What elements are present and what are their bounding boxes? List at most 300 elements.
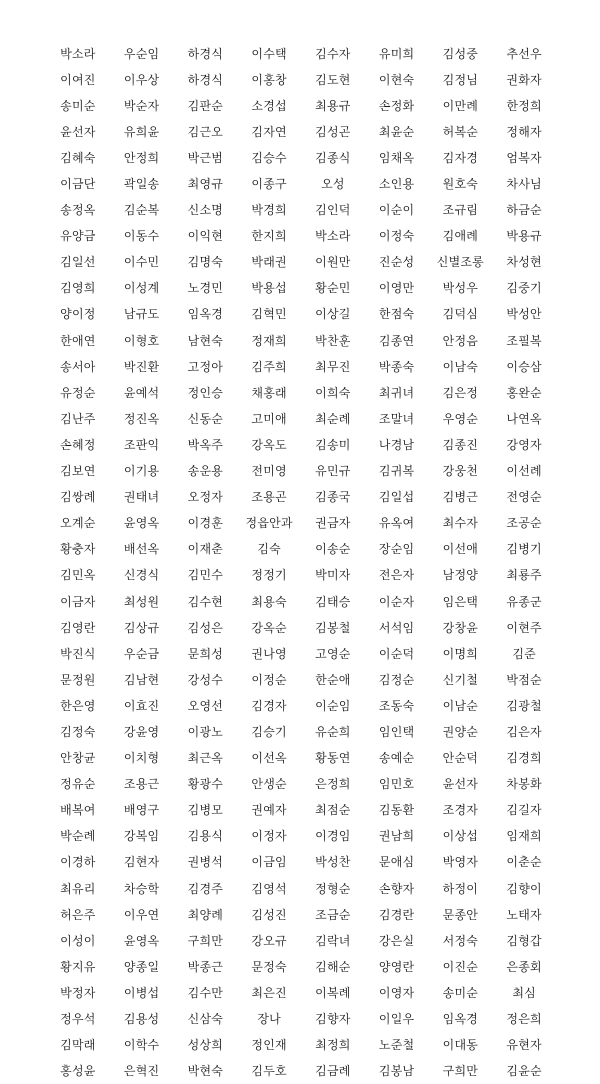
name-cell: 이수택 [251,46,287,61]
name-cell: 송예순 [378,751,415,766]
name-cell: 정인재 [251,1038,287,1053]
name-cell: 김일선 [60,255,96,270]
name-cell: 김도현 [315,72,351,87]
name-cell: 김종연 [378,333,415,348]
name-cell: 유순희 [315,724,351,739]
name-cell: 송미순 [442,985,479,1000]
name-cell: 차승학 [123,881,160,896]
name-cell: 박정자 [60,985,96,1000]
name-cell: 김은자 [506,724,542,739]
name-row [46,901,556,927]
name-cell: 엄복자 [506,150,542,165]
name-row [46,40,556,66]
name-cell: 이여진 [60,72,96,87]
name-cell: 이금임 [251,855,287,870]
name-cell: 추선우 [506,46,542,61]
name-cell: 한점숙 [378,307,415,322]
name-cell: 유희윤 [123,124,160,139]
name-cell: 김민수 [187,568,224,583]
name-cell: 이성계 [123,281,160,296]
name-row [46,588,556,614]
name-cell: 정형순 [315,881,351,896]
name-cell: 구희만 [442,1064,479,1079]
name-cell: 최근옥 [187,751,224,766]
name-cell: 이광노 [187,724,224,739]
name-cell: 배복여 [60,803,96,818]
name-cell: 허복순 [442,124,479,139]
name-cell: 김자연 [251,124,287,139]
name-cell: 홍완순 [506,385,542,400]
name-cell: 최귀녀 [378,385,415,400]
name-cell: 임은택 [442,594,479,609]
name-cell: 임옥경 [442,1012,479,1027]
name-cell: 윤영옥 [123,516,160,531]
name-cell: 박래권 [251,255,287,270]
name-cell: 성상희 [187,1038,224,1053]
name-cell: 박순례 [60,829,96,844]
name-cell: 김수자 [315,46,351,61]
name-cell: 박점순 [506,672,542,687]
name-cell: 김정님 [442,72,479,87]
name-cell: 조경자 [442,803,479,818]
name-cell: 이익현 [187,229,224,244]
name-cell: 이진순 [442,959,479,974]
name-cell: 황광수 [187,777,224,792]
name-cell: 박성찬 [315,855,351,870]
name-cell: 은종회 [506,959,542,974]
name-row [46,458,556,484]
name-cell: 유옥여 [378,516,415,531]
name-cell: 김길자 [506,803,542,818]
name-cell: 이복례 [315,985,351,1000]
name-cell: 김용식 [187,829,224,844]
name-cell: 이학수 [123,1038,160,1053]
name-row [46,144,556,170]
name-cell: 김영석 [251,881,287,896]
name-cell: 김막래 [60,1038,96,1053]
name-cell: 김락녀 [315,933,351,948]
name-cell: 강옥순 [251,620,287,635]
name-cell: 이남숙 [442,359,479,374]
name-cell: 이승삼 [506,359,542,374]
name-cell: 박소라 [60,46,96,61]
name-cell: 문애심 [378,855,415,870]
name-cell: 이병섭 [123,985,160,1000]
name-cell: 김향이 [506,881,542,896]
name-cell: 박소라 [315,229,351,244]
name-cell: 최유리 [60,881,96,896]
name-cell: 김성곤 [315,124,351,139]
name-cell: 차성현 [506,255,542,270]
name-cell: 홍성윤 [60,1064,96,1079]
name-cell: 이희숙 [315,385,351,400]
name-cell: 이춘순 [506,855,542,870]
name-cell: 김향자 [315,1012,351,1027]
name-row [46,484,556,510]
name-cell: 하경식 [187,72,224,87]
name-cell: 윤영옥 [123,933,160,948]
name-cell: 우순임 [123,46,160,61]
name-cell: 한은영 [60,698,96,713]
name-cell: 문정숙 [251,959,287,974]
name-cell: 소인용 [378,177,415,192]
name-cell: 최용숙 [251,594,287,609]
name-cell: 이동수 [123,229,160,244]
name-cell: 조말녀 [378,411,415,426]
name-cell: 정해자 [506,124,542,139]
name-cell: 김성은 [187,620,224,635]
name-cell: 김태승 [315,594,351,609]
name-cell: 오영선 [187,698,224,713]
name-cell: 박순자 [123,98,160,113]
name-cell: 이경훈 [187,516,224,531]
name-cell: 강은실 [378,933,415,948]
name-row [46,405,556,431]
name-row [46,223,556,249]
name-cell: 송서아 [60,359,96,374]
name-cell: 박옥주 [187,437,224,452]
name-row [46,745,556,771]
name-cell: 박현숙 [187,1064,224,1079]
name-cell: 이금단 [60,177,96,192]
name-cell: 한순애 [315,672,351,687]
name-cell: 조판익 [123,437,160,452]
name-row [46,327,556,353]
name-cell: 박용섭 [251,281,287,296]
name-cell: 이우상 [123,72,160,87]
name-cell: 이기용 [123,464,160,479]
name-cell: 윤예석 [123,385,160,400]
name-cell: 김승기 [251,724,287,739]
name-cell: 하금순 [506,203,542,218]
name-cell: 노경민 [187,281,224,296]
name-cell: 서석임 [378,620,415,635]
name-cell: 김일섭 [378,490,415,505]
name-cell: 은혁진 [123,1064,160,1079]
name-cell: 김형갑 [506,933,542,948]
name-cell: 정정기 [251,568,287,583]
name-row [46,353,556,379]
name-cell: 최양례 [187,907,224,922]
name-cell: 김보연 [60,464,96,479]
name-cell: 최룡주 [506,568,542,583]
name-cell: 김두호 [251,1064,287,1079]
name-cell: 박성우 [442,281,479,296]
name-cell: 김남현 [123,672,160,687]
name-cell: 안순덕 [442,751,479,766]
name-row [46,718,556,744]
name-cell: 김종국 [315,490,351,505]
name-cell: 정우석 [60,1012,96,1027]
name-cell: 황충자 [60,542,96,557]
name-cell: 이대동 [442,1038,479,1053]
name-cell: 한지희 [251,229,287,244]
name-cell: 김귀복 [378,464,415,479]
name-cell: 정유순 [60,777,96,792]
name-cell: 박종근 [187,959,224,974]
name-cell: 권금자 [315,516,351,531]
name-cell: 이치형 [123,751,160,766]
name-cell: 문정원 [60,672,96,687]
name-cell: 정인승 [187,385,224,400]
name-cell: 양영란 [378,959,415,974]
name-cell: 김종진 [442,437,479,452]
name-cell: 임재희 [506,829,542,844]
name-cell: 손향자 [378,881,415,896]
name-cell: 나연옥 [506,411,542,426]
name-row [46,979,556,1005]
name-cell: 박진환 [123,359,160,374]
name-cell: 김명숙 [187,255,224,270]
name-row [46,275,556,301]
name-cell: 최정희 [315,1038,351,1053]
name-cell: 은정희 [315,777,351,792]
name-cell: 권화자 [506,72,542,87]
name-row [46,118,556,144]
name-cell: 노태자 [506,907,542,922]
name-cell: 이순임 [315,698,351,713]
name-cell: 신경식 [123,568,160,583]
name-cell: 우순금 [123,646,160,661]
name-cell: 노준철 [378,1038,415,1053]
name-row [46,66,556,92]
name-cell: 안생순 [251,777,287,792]
name-row [46,849,556,875]
name-cell: 신별조롱 [436,255,484,270]
name-cell: 이원만 [315,255,351,270]
name-cell: 이정숙 [378,229,415,244]
name-cell: 이일우 [378,1012,415,1027]
name-cell: 김숙 [257,542,281,557]
name-row [46,640,556,666]
name-cell: 황지유 [60,959,96,974]
name-cell: 김용성 [123,1012,160,1027]
name-cell: 이정자 [251,829,287,844]
name-cell: 최성원 [123,594,160,609]
name-cell: 임인택 [378,724,415,739]
name-cell: 권예자 [251,803,287,818]
name-cell: 이형호 [123,333,160,348]
name-cell: 박경희 [251,203,287,218]
name-cell: 김정순 [378,672,415,687]
name-cell: 박영자 [442,855,479,870]
name-cell: 김승수 [251,150,287,165]
name-cell: 이선옥 [251,751,287,766]
name-row [46,771,556,797]
name-cell: 하정이 [442,881,479,896]
name-cell: 강웅천 [442,464,479,479]
name-cell: 이영만 [378,281,415,296]
name-row [46,823,556,849]
name-cell: 박근범 [187,150,224,165]
name-cell: 이효진 [123,698,160,713]
name-cell: 문희성 [187,646,224,661]
name-cell: 권태녀 [123,490,160,505]
name-cell: 최영규 [187,177,224,192]
name-cell: 권양순 [442,724,479,739]
name-cell: 이영자 [378,985,415,1000]
name-cell: 최순례 [315,411,351,426]
name-row [46,431,556,457]
name-cell: 김봉남 [378,1064,415,1079]
name-cell: 배선옥 [123,542,160,557]
name-cell: 김봉철 [315,620,351,635]
name-cell: 조금순 [315,907,351,922]
name-cell: 김해순 [315,959,351,974]
name-cell: 고정아 [187,359,224,374]
name-row [46,1005,556,1031]
name-cell: 김종식 [315,150,351,165]
name-cell: 김영란 [60,620,96,635]
name-cell: 안정음 [442,333,479,348]
name-cell: 전미영 [251,464,287,479]
name-cell: 최윤순 [378,124,415,139]
name-cell: 차봉화 [506,777,542,792]
name-cell: 김송미 [315,437,351,452]
name-cell: 조동숙 [378,698,415,713]
name-cell: 소경섭 [251,98,287,113]
name-cell: 강윤영 [123,724,160,739]
name-cell: 이선애 [442,542,479,557]
name-cell: 김성중 [442,46,479,61]
name-cell: 한정희 [506,98,542,113]
name-cell: 이경하 [60,855,96,870]
name-cell: 김쌍례 [60,490,96,505]
name-cell: 나경남 [378,437,415,452]
name-cell: 김성진 [251,907,287,922]
name-cell: 이현숙 [378,72,415,87]
name-cell: 양종일 [123,959,160,974]
name-cell: 이명희 [442,646,479,661]
name-cell: 고미애 [251,411,287,426]
name-cell: 김영희 [60,281,96,296]
name-cell: 최무진 [315,359,351,374]
name-cell: 진순성 [378,255,415,270]
name-row [46,875,556,901]
name-cell: 황순민 [315,281,351,296]
name-cell: 이순이 [378,203,415,218]
name-row [46,1058,556,1084]
name-cell: 박용규 [506,229,542,244]
name-cell: 김수만 [187,985,224,1000]
name-cell: 조규림 [442,203,479,218]
name-cell: 김판순 [187,98,224,113]
name-cell: 오계순 [60,516,96,531]
name-cell: 문종안 [442,907,479,922]
name-cell: 임옥경 [187,307,224,322]
name-row [46,927,556,953]
name-cell: 김수현 [187,594,224,609]
name-cell: 이송순 [315,542,351,557]
name-cell: 남정양 [442,568,479,583]
name-cell: 신기철 [442,672,479,687]
name-cell: 이재춘 [187,542,224,557]
name-cell: 권남희 [378,829,415,844]
name-cell: 이만례 [442,98,479,113]
name-cell: 조필복 [506,333,542,348]
name-cell: 임민호 [378,777,415,792]
name-cell: 김근오 [187,124,224,139]
name-cell: 김애례 [442,229,479,244]
name-row [46,562,556,588]
name-cell: 김덕심 [442,307,479,322]
name-row [46,1032,556,1058]
name-cell: 장순임 [378,542,415,557]
name-grid [46,40,556,1084]
name-cell: 김정숙 [60,724,96,739]
name-cell: 서정숙 [442,933,479,948]
name-row [46,510,556,536]
name-cell: 강옥도 [251,437,287,452]
name-cell: 이상섭 [442,829,479,844]
name-cell: 김은정 [442,385,479,400]
name-cell: 전영순 [506,490,542,505]
name-cell: 김경자 [251,698,287,713]
name-cell: 허은주 [60,907,96,922]
name-cell: 김병근 [442,490,479,505]
name-cell: 이선례 [506,464,542,479]
name-cell: 김순복 [123,203,160,218]
name-row [46,692,556,718]
name-cell: 채홍래 [251,385,287,400]
name-cell: 박진식 [60,646,96,661]
name-row [46,197,556,223]
name-cell: 최점순 [315,803,351,818]
name-cell: 김윤순 [506,1064,542,1079]
name-row [46,249,556,275]
name-cell: 유종군 [506,594,542,609]
name-cell: 윤선자 [60,124,96,139]
name-cell: 안창균 [60,751,96,766]
name-cell: 김혜숙 [60,150,96,165]
name-cell: 김경희 [506,751,542,766]
name-cell: 곽일송 [123,177,160,192]
name-cell: 이성이 [60,933,96,948]
name-row [46,797,556,823]
name-cell: 김자경 [442,150,479,165]
name-cell: 김상규 [123,620,160,635]
name-cell: 유양금 [60,229,96,244]
name-cell: 이경임 [315,829,351,844]
name-row [46,666,556,692]
name-cell: 신소명 [187,203,224,218]
name-cell: 이금자 [60,594,96,609]
name-cell: 유미희 [378,46,415,61]
name-cell: 김경주 [187,881,224,896]
name-cell: 이수민 [123,255,160,270]
name-cell: 조용근 [123,777,160,792]
name-cell: 윤선자 [442,777,479,792]
name-cell: 김준 [512,646,536,661]
name-cell: 이순덕 [378,646,415,661]
name-cell: 박종숙 [378,359,415,374]
name-cell: 정재희 [251,333,287,348]
name-cell: 김현자 [123,855,160,870]
name-cell: 배영구 [123,803,160,818]
name-cell: 남현숙 [187,333,224,348]
name-cell: 송미순 [60,98,96,113]
name-cell: 김혁민 [251,307,287,322]
name-cell: 하경식 [187,46,224,61]
name-cell: 신동순 [187,411,224,426]
name-cell: 최용규 [315,98,351,113]
name-cell: 전은자 [378,568,415,583]
name-cell: 강복임 [123,829,160,844]
name-cell: 강창윤 [442,620,479,635]
name-cell: 최은진 [251,985,287,1000]
name-cell: 고영순 [315,646,351,661]
name-cell: 남규도 [123,307,160,322]
